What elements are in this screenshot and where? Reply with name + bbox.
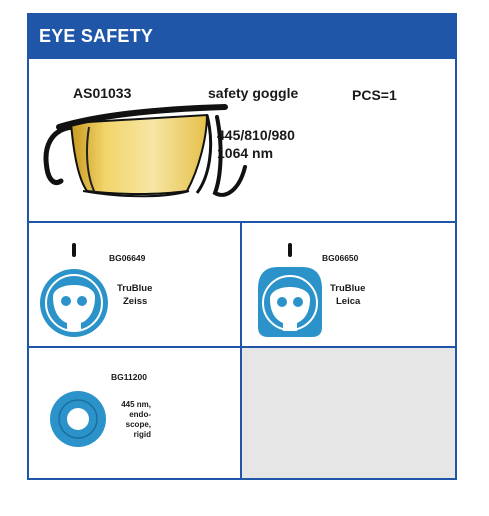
filter-card-endoscope — [29, 348, 242, 478]
goggle-product-box — [29, 59, 455, 223]
filter-label-line1: 445 nm, — [121, 400, 151, 409]
product-wavelengths: 445/810/980 — [217, 127, 295, 143]
section-header — [29, 15, 455, 59]
product-name: safety goggle — [208, 85, 299, 101]
filter-ring-icon — [49, 390, 107, 448]
filter-card-zeiss — [29, 221, 242, 348]
filter-label-line4: rigid — [133, 430, 151, 439]
product-quantity: PCS=1 — [352, 87, 397, 103]
filter-label-line3: scope, — [125, 420, 151, 429]
filter-label-brand: TruBlue — [330, 283, 366, 294]
product-wavelength-extra: 1064 nm — [217, 145, 274, 161]
filter-label-line2: endo- — [129, 410, 151, 419]
eye-safety-panel — [27, 13, 457, 480]
empty-cell — [242, 348, 455, 478]
filter-code: BG11200 — [111, 372, 147, 382]
filter-zeiss-icon — [39, 241, 109, 341]
filter-label-brand: TruBlue — [117, 283, 153, 294]
filter-leica-icon — [254, 241, 326, 341]
safety-goggle-icon — [39, 107, 249, 207]
filter-code: BG06649 — [109, 253, 146, 263]
filter-card-leica — [242, 221, 455, 348]
filter-code: BG06650 — [322, 253, 359, 263]
filter-label-model: Zeiss — [123, 296, 148, 307]
section-title: EYE SAFETY — [39, 26, 154, 46]
product-code: AS01033 — [73, 85, 132, 101]
filter-label-model: Leica — [336, 296, 361, 307]
